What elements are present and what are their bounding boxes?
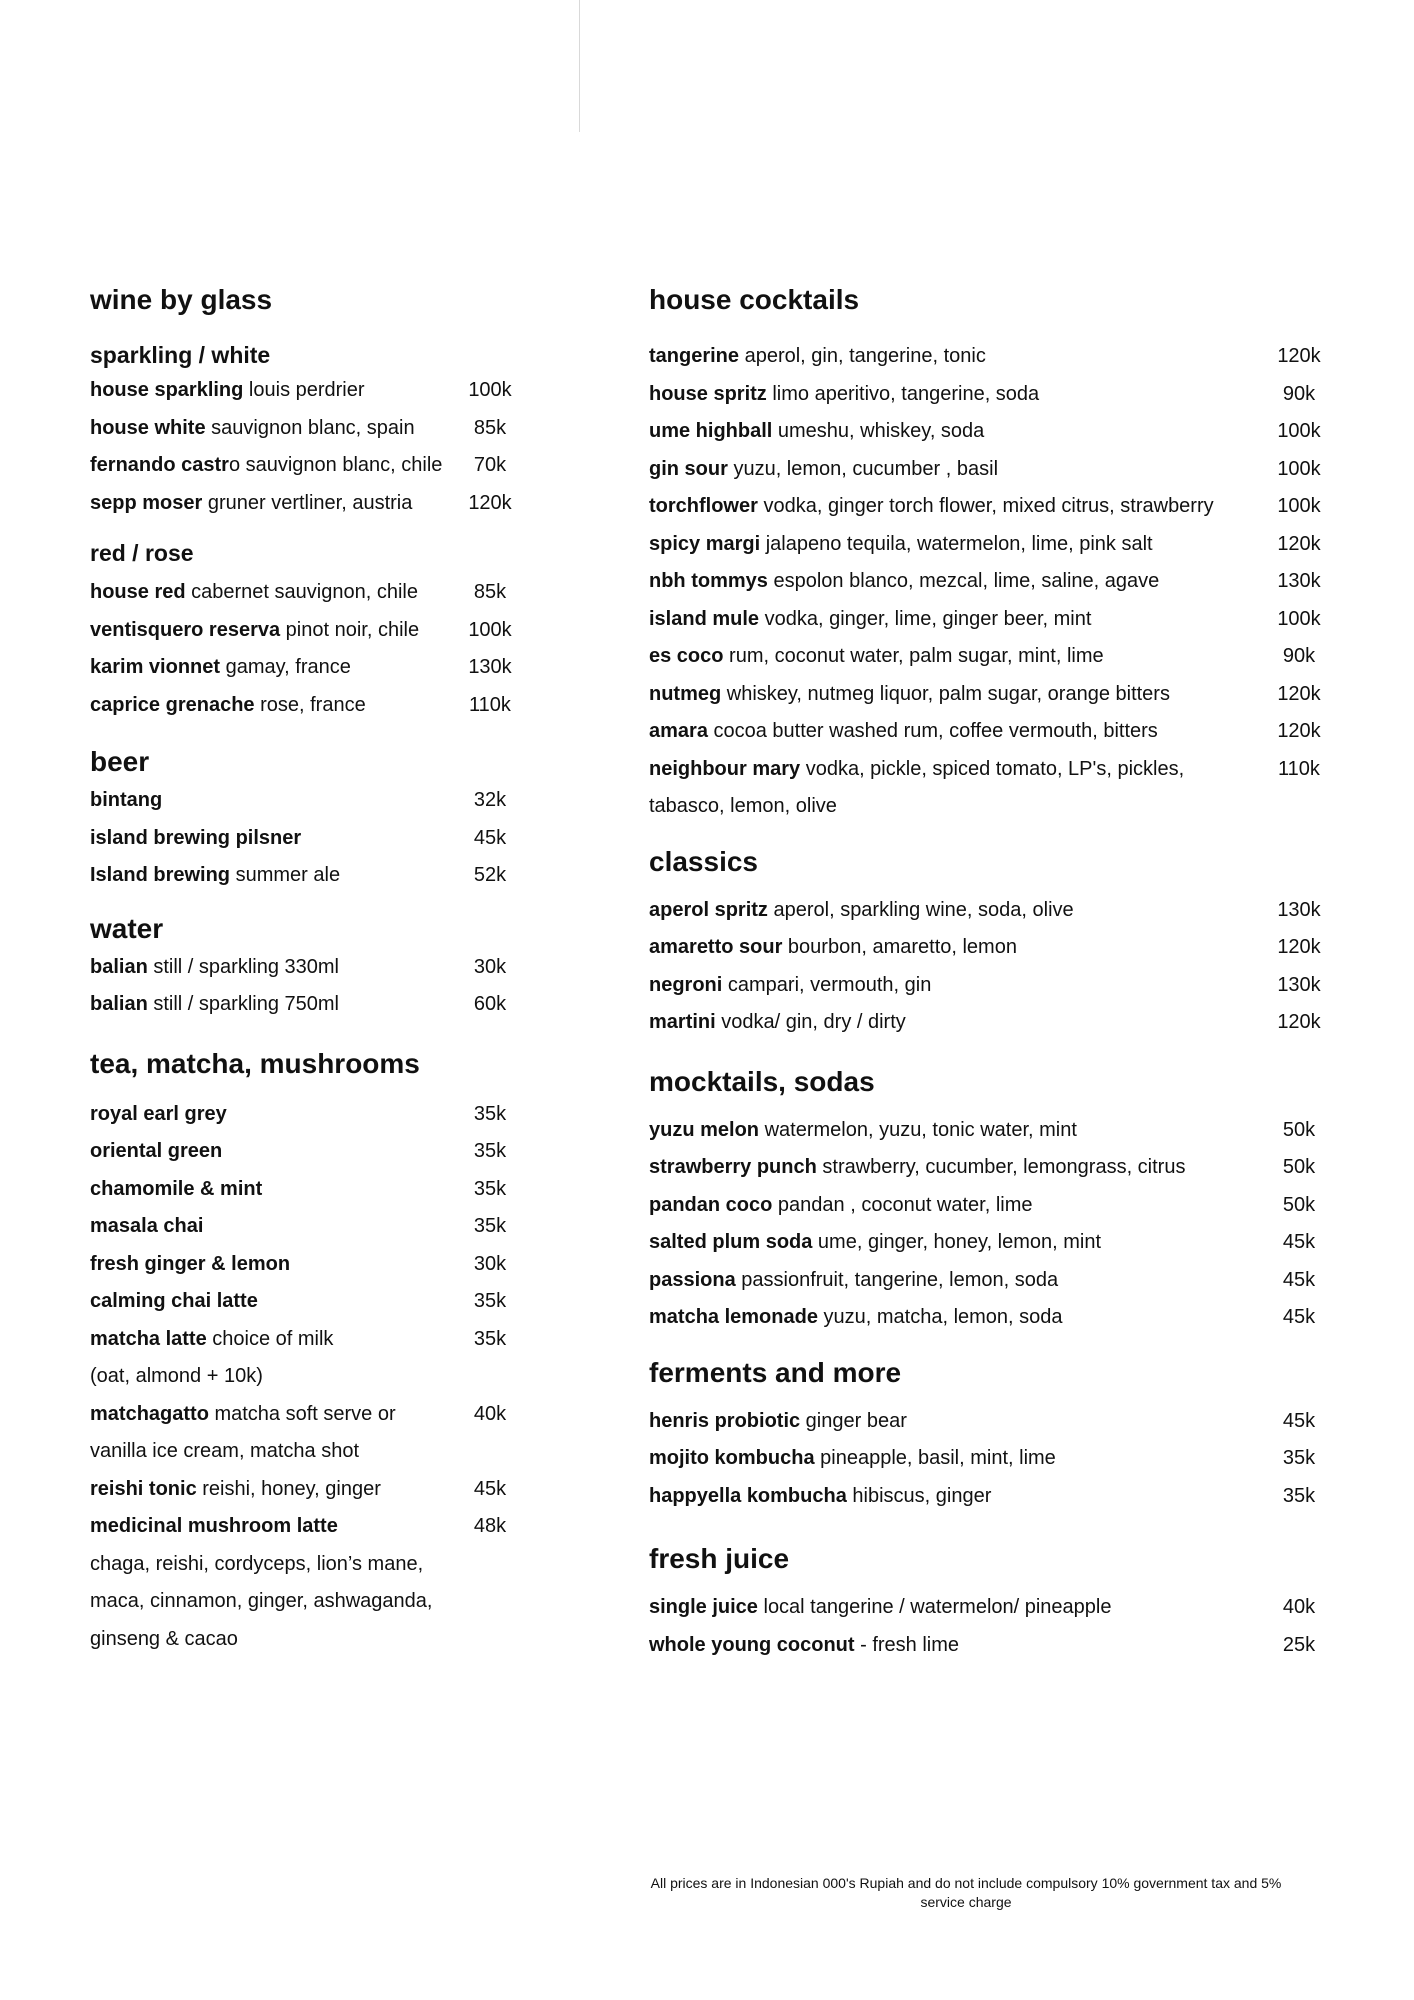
menu-item	[90, 574, 510, 612]
menu-item-desc-continued: maca, cinnamon, ginger, ashwaganda,	[90, 1590, 433, 1612]
menu-item-text	[90, 410, 415, 448]
menu-item-name: single juice	[649, 1596, 758, 1618]
menu-group-tea	[90, 1096, 510, 1659]
menu-item	[90, 649, 510, 687]
section-title-juice: fresh juice	[649, 1543, 790, 1574]
menu-item	[90, 1321, 510, 1359]
menu-item	[649, 563, 1321, 601]
menu-item-desc: bourbon, amaretto, lemon	[782, 936, 1017, 958]
menu-item-name: nbh tommys	[649, 570, 768, 592]
menu-item-name: sepp moser	[90, 491, 203, 514]
menu-item	[649, 892, 1321, 930]
menu-group-red	[90, 574, 510, 724]
menu-item-price: 130k	[1277, 973, 1321, 996]
section-title-mocktails: mocktails, sodas	[649, 1065, 875, 1097]
menu-group-water	[90, 949, 510, 1024]
menu-item-price: 52k	[473, 864, 507, 886]
menu-item	[649, 638, 1316, 676]
menu-item-text	[649, 638, 1104, 676]
menu-item-price: 35k	[473, 1102, 507, 1125]
menu-item-name: amara	[649, 720, 708, 742]
menu-item-text	[649, 967, 931, 1005]
menu-item	[90, 1171, 510, 1209]
menu-item-name: royal earl grey	[90, 1102, 227, 1125]
menu-item-desc: ginger bear	[800, 1409, 907, 1432]
menu-item-desc: yuzu, matcha, lemon, soda	[817, 1306, 1063, 1328]
menu-item-text	[649, 751, 1184, 789]
menu-item-name: chamomile & mint	[90, 1177, 263, 1200]
menu-item-desc: passionfruit, tangerine, lemon, soda	[735, 1268, 1059, 1291]
menu-item-text	[649, 1224, 1101, 1262]
menu-item	[649, 1112, 1316, 1150]
menu-item-text	[90, 612, 419, 650]
menu-item-desc: vodka, ginger torch flower, mixed citrus, strawberry	[757, 495, 1214, 517]
menu-item	[649, 526, 1321, 564]
menu-item-text	[649, 1440, 1056, 1478]
menu-item-desc: rose, france	[254, 693, 366, 716]
menu-item	[90, 372, 510, 410]
menu-group-ferments	[649, 1403, 1316, 1516]
menu-item-desc: ume, ginger, honey, lemon, mint	[812, 1231, 1102, 1253]
menu-item-text	[649, 892, 1074, 930]
menu-item-desc: vodka, pickle, spiced tomato, LP's, pickles,	[800, 757, 1185, 780]
menu-group-sparkling	[90, 372, 510, 522]
menu-item	[649, 1403, 1316, 1441]
menu-item	[90, 1283, 510, 1321]
menu-item-name: fresh ginger & lemon	[90, 1252, 291, 1275]
menu-item-price: 110k	[1278, 757, 1320, 780]
menu-item-price: 90k	[1282, 645, 1316, 667]
menu-item	[649, 1187, 1316, 1225]
menu-item-text	[649, 526, 1153, 564]
menu-item-desc: hibiscus, ginger	[846, 1484, 992, 1507]
menu-item-text	[90, 447, 442, 485]
menu-item-desc: o sauvignon blanc, chile	[228, 454, 443, 476]
menu-item-name: bintang	[90, 789, 163, 811]
menu-item-price: 25k	[1282, 1633, 1316, 1656]
menu-item-text	[90, 1508, 338, 1546]
section-title-tea: tea, matcha, mushrooms	[90, 1047, 420, 1079]
menu-item-desc: local tangerine / watermelon/ pineapple	[757, 1596, 1112, 1618]
menu-item-name: reishi tonic	[90, 1477, 197, 1500]
menu-item-desc: summer ale	[230, 864, 341, 886]
menu-item-price: 35k	[473, 1215, 507, 1237]
menu-item-desc: campari, vermouth, gin	[722, 973, 932, 996]
menu-item-price: 85k	[473, 416, 507, 439]
menu-item-desc: - fresh lime	[854, 1633, 960, 1656]
menu-item-name: caprice grenache	[90, 693, 255, 716]
menu-item-text	[649, 1403, 907, 1441]
menu-item-price: 100k	[1277, 607, 1321, 630]
menu-item-name: calming chai latte	[90, 1290, 258, 1312]
menu-item-desc: watermelon, yuzu, tonic water, mint	[759, 1118, 1077, 1141]
menu-item-text	[649, 413, 984, 451]
menu-item-desc: aperol, gin, tangerine, tonic	[739, 345, 986, 367]
menu-item	[90, 1508, 510, 1546]
menu-item-text	[649, 601, 1091, 639]
menu-item	[90, 1208, 510, 1246]
menu-item-desc: rum, coconut water, palm sugar, mint, lime	[723, 645, 1104, 667]
menu-item-name: happyella kombucha	[649, 1484, 847, 1507]
menu-item-price: 45k	[1282, 1268, 1316, 1291]
menu-item-text	[90, 820, 301, 858]
menu-item-text	[649, 1149, 1185, 1187]
menu-item-price: 45k	[473, 826, 507, 849]
menu-item	[90, 1396, 510, 1434]
subsection-title-red: red / rose	[90, 540, 194, 566]
menu-item-desc: still / sparkling 750ml	[147, 993, 339, 1015]
menu-item	[90, 410, 510, 448]
menu-item-name: ventisquero reserva	[90, 618, 281, 641]
menu-item-name: matcha latte	[90, 1327, 207, 1350]
menu-item-desc-continued: vanilla ice cream, matcha shot	[90, 1440, 360, 1462]
menu-item-desc: whiskey, nutmeg liquor, palm sugar, orange bitters	[721, 682, 1170, 705]
menu-item-name: strawberry punch	[649, 1156, 817, 1178]
menu-item	[90, 1133, 510, 1171]
menu-item-text	[90, 1471, 381, 1509]
menu-item-desc: gruner vertliner, austria	[202, 491, 413, 514]
menu-item-name: masala chai	[90, 1215, 204, 1237]
menu-item-name: amaretto sour	[649, 936, 783, 958]
menu-item	[90, 447, 510, 485]
menu-item-price: 120k	[1277, 1011, 1321, 1033]
menu-item-text	[649, 676, 1170, 714]
menu-item	[649, 929, 1321, 967]
menu-item-name: martini	[649, 1011, 716, 1033]
menu-item	[90, 612, 510, 650]
menu-item	[90, 1471, 510, 1509]
menu-item-text	[90, 986, 339, 1024]
menu-item-text	[90, 857, 340, 895]
menu-item-text	[649, 376, 1039, 414]
menu-item-text	[649, 338, 986, 376]
menu-item-price: 30k	[473, 1252, 507, 1275]
right-column	[649, 280, 1321, 1664]
menu-item	[649, 1440, 1316, 1478]
menu-item	[90, 687, 510, 725]
menu-item-text	[90, 1133, 222, 1171]
menu-item	[649, 338, 1321, 376]
menu-item-text	[649, 451, 998, 489]
footer-note: All prices are in Indonesian 000's Rupiah and do not include compulsory 10% government tax and 5% service charge	[650, 1875, 1282, 1910]
menu-item-desc: strawberry, cucumber, lemongrass, citrus	[816, 1156, 1186, 1178]
menu-item-price: 120k	[1277, 682, 1321, 705]
menu-item-text	[90, 1396, 396, 1434]
menu-item-text	[90, 687, 366, 725]
menu-item-desc: yuzu, lemon, cucumber , basil	[727, 457, 999, 480]
menu-item-name: es coco	[649, 645, 724, 667]
menu-item-price: 45k	[1282, 1231, 1316, 1253]
menu-item-desc: pandan , coconut water, lime	[772, 1193, 1033, 1216]
menu-item-name: neighbour mary	[649, 757, 801, 780]
menu-item	[649, 1589, 1316, 1627]
menu-item-desc: cocoa butter washed rum, coffee vermouth, bitters	[707, 720, 1158, 742]
menu-item-price: 100k	[468, 618, 512, 641]
menu-item-text	[649, 1187, 1033, 1225]
menu-item-text	[649, 1004, 906, 1042]
menu-item-price: 120k	[1277, 345, 1321, 367]
menu-item-price: 35k	[473, 1290, 507, 1312]
menu-item-desc: espolon blanco, mezcal, lime, saline, agave	[767, 570, 1160, 592]
menu-item-price: 32k	[473, 789, 507, 811]
menu-item-text	[649, 1478, 991, 1516]
menu-item-price: 85k	[473, 581, 507, 603]
menu-item-name: matcha lemonade	[649, 1306, 818, 1328]
menu-item-name: ume highball	[649, 420, 773, 442]
menu-item-price: 110k	[469, 693, 511, 716]
menu-item-price: 70k	[473, 454, 507, 476]
menu-item-price: 45k	[1282, 1409, 1316, 1432]
section-title-wine: wine by glass	[90, 284, 273, 315]
menu-item-price: 100k	[1277, 495, 1321, 517]
menu-item-price: 40k	[473, 1402, 507, 1425]
menu-item	[90, 782, 510, 820]
menu-item-name: negroni	[649, 973, 723, 996]
menu-item	[649, 413, 1321, 451]
menu-item-text	[649, 563, 1159, 601]
menu-item	[90, 485, 510, 523]
menu-item-text	[90, 1096, 227, 1134]
menu-item-price: 30k	[473, 955, 507, 978]
menu-item-text	[649, 713, 1158, 751]
menu-item	[649, 1478, 1316, 1516]
menu-item-desc: aperol, sparkling wine, soda, olive	[767, 898, 1074, 921]
menu-item-desc: reishi, honey, ginger	[196, 1477, 381, 1500]
menu-item-price: 60k	[473, 993, 507, 1015]
menu-item	[649, 713, 1321, 751]
menu-item-price: 120k	[1277, 720, 1321, 742]
menu-item	[649, 751, 1320, 789]
menu-item-name: matchagatto	[90, 1402, 209, 1425]
menu-item-desc-continued: (oat, almond + 10k)	[90, 1365, 263, 1387]
menu-item-name: tangerine	[649, 345, 740, 367]
menu-item-text	[90, 1246, 290, 1284]
menu-item-price: 100k	[468, 379, 512, 401]
menu-item-price: 100k	[1277, 457, 1321, 480]
menu-item-desc: pinot noir, chile	[280, 618, 420, 641]
menu-item-price: 120k	[468, 491, 512, 514]
menu-item-text	[90, 1283, 258, 1321]
menu-item	[649, 601, 1321, 639]
menu-item	[649, 488, 1321, 526]
menu-item-price: 130k	[1277, 898, 1321, 921]
menu-item-price: 120k	[1277, 532, 1321, 555]
menu-item-name: balian	[90, 993, 148, 1015]
menu-item-text	[90, 1208, 203, 1246]
menu-item-desc: cabernet sauvignon, chile	[185, 581, 418, 603]
menu-item-name: gin sour	[649, 457, 728, 480]
menu-item-name: karim vionnet	[90, 656, 221, 678]
subsection-title-sparkling: sparkling / white	[90, 342, 271, 368]
menu-item	[649, 451, 1321, 489]
menu-item-name: yuzu melon	[649, 1118, 760, 1141]
menu-item-name: torchflower	[649, 495, 758, 517]
menu-item	[90, 857, 510, 895]
menu-item-name: passiona	[649, 1268, 736, 1291]
menu-item-text	[90, 782, 162, 820]
menu-group-beer	[90, 782, 510, 895]
menu-item-text	[649, 488, 1214, 526]
menu-item	[649, 967, 1321, 1005]
menu-item-name: house spritz	[649, 382, 767, 405]
menu-item-desc-continued: tabasco, lemon, olive	[649, 795, 837, 817]
menu-group-cocktails	[649, 338, 1321, 826]
menu-item-desc: sauvignon blanc, spain	[205, 416, 415, 439]
section-title-cocktails: house cocktails	[649, 284, 860, 315]
menu-item-name: island mule	[649, 607, 760, 630]
menu-item-text	[649, 1299, 1063, 1337]
menu-item-name: mojito kombucha	[649, 1447, 815, 1469]
menu-item-text	[90, 1321, 333, 1359]
menu-item-desc: vodka/ gin, dry / dirty	[715, 1011, 906, 1033]
menu-item-name: pandan coco	[649, 1193, 773, 1216]
menu-item-name: island brewing pilsner	[90, 826, 302, 849]
fold-line	[579, 0, 580, 132]
menu-item-price: 35k	[473, 1327, 507, 1350]
menu-group-juice	[649, 1589, 1316, 1664]
menu-item-name: salted plum soda	[649, 1231, 813, 1253]
menu-item-desc: louis perdrier	[243, 379, 365, 401]
menu-item	[649, 1004, 1321, 1042]
menu-item-price: 45k	[473, 1477, 507, 1500]
menu-item-desc: umeshu, whiskey, soda	[772, 420, 985, 442]
menu-item-price: 50k	[1282, 1118, 1316, 1141]
menu-item-text	[649, 1262, 1058, 1300]
menu-item	[649, 1262, 1316, 1300]
menu-item-desc: choice of milk	[206, 1327, 334, 1350]
menu-item-text	[649, 1627, 959, 1665]
menu-item-desc-continued: ginseng & cacao	[90, 1627, 238, 1650]
menu-item-name: fernando castr	[90, 454, 229, 476]
menu-item-price: 50k	[1282, 1193, 1316, 1216]
menu-item-price: 130k	[1277, 570, 1321, 592]
menu-item	[649, 1299, 1316, 1337]
menu-item-price: 100k	[1277, 420, 1321, 442]
menu-item-name: house red	[90, 581, 186, 603]
menu-item-text	[90, 649, 351, 687]
section-title-water: water	[90, 912, 164, 944]
menu-item-text	[90, 574, 418, 612]
left-column	[90, 280, 510, 1658]
menu-item	[649, 1224, 1316, 1262]
menu-item-price: 35k	[1282, 1447, 1316, 1469]
menu-item	[649, 376, 1316, 414]
menu-item	[649, 1627, 1316, 1665]
menu-item-name: spicy margi	[649, 532, 761, 555]
menu-item-text	[90, 1171, 262, 1209]
menu-item-name: oriental green	[90, 1140, 223, 1162]
menu-item-price: 45k	[1282, 1306, 1316, 1328]
section-title-beer: beer	[90, 746, 150, 777]
menu-item-name: medicinal mushroom latte	[90, 1515, 338, 1537]
menu-item-price: 90k	[1282, 382, 1316, 405]
menu-item-text	[90, 949, 339, 987]
menu-item-price: 35k	[1282, 1484, 1316, 1507]
menu-item-name: house sparkling	[90, 379, 244, 401]
menu-item-text	[649, 929, 1017, 967]
menu-item-desc: still / sparkling 330ml	[147, 955, 339, 978]
menu-item-desc: gamay, france	[220, 656, 351, 678]
menu-item	[90, 820, 510, 858]
menu-item-name: nutmeg	[649, 682, 722, 705]
menu-item-price: 50k	[1282, 1156, 1316, 1178]
menu-item	[90, 1096, 510, 1134]
menu-item-price: 120k	[1277, 936, 1321, 958]
menu-item-name: house white	[90, 416, 206, 439]
menu-item-price: 130k	[468, 656, 512, 678]
menu-item-text	[90, 372, 365, 410]
menu-group-classics	[649, 892, 1321, 1042]
menu-group-mocktails	[649, 1112, 1316, 1337]
menu-item-desc: pineapple, basil, mint, lime	[814, 1447, 1056, 1469]
menu-item-text	[90, 485, 412, 523]
menu-item-price: 35k	[473, 1177, 507, 1200]
menu-item-price: 40k	[1282, 1596, 1316, 1618]
menu-item-text	[649, 1112, 1077, 1150]
menu-item-name: balian	[90, 955, 148, 978]
menu-item	[90, 986, 510, 1024]
menu-item-desc: limo aperitivo, tangerine, soda	[766, 382, 1040, 405]
menu-item-name: Island brewing	[90, 864, 231, 886]
menu-item-desc: jalapeno tequila, watermelon, lime, pink salt	[760, 532, 1153, 555]
menu-item-text	[649, 1589, 1112, 1627]
menu-item	[649, 676, 1321, 714]
menu-item	[90, 949, 510, 987]
menu-item	[90, 1246, 510, 1284]
menu-item-desc: vodka, ginger, lime, ginger beer, mint	[759, 607, 1092, 630]
menu-item-price: 48k	[473, 1515, 507, 1537]
section-title-classics: classics	[649, 845, 758, 877]
menu-item-name: henris probiotic	[649, 1409, 801, 1432]
menu-item-name: aperol spritz	[649, 898, 768, 921]
menu-item-desc: matcha soft serve or	[208, 1402, 396, 1425]
section-title-ferments: ferments and more	[649, 1356, 902, 1388]
menu-item-desc-continued: chaga, reishi, cordyceps, lion’s mane,	[90, 1552, 424, 1575]
menu-item	[649, 1149, 1316, 1187]
menu-item-name: whole young coconut	[649, 1633, 855, 1656]
menu-item-price: 35k	[473, 1140, 507, 1162]
